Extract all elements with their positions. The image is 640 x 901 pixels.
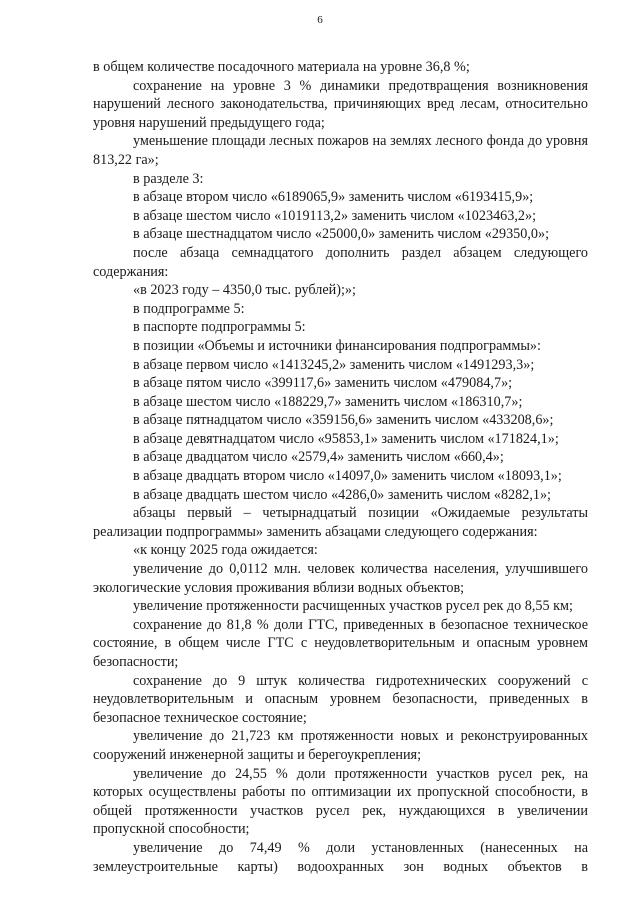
- paragraph: в абзаце шестнадцатом число «25000,0» заменить числом «29350,0»;: [133, 226, 550, 243]
- paragraph: в паспорте подпрограммы 5:: [133, 319, 306, 336]
- document-body: [93, 58, 588, 876]
- paragraph: «в 2023 году – 4350,0 тыс. рублей);»;: [133, 282, 356, 299]
- paragraph: после абзаца семнадцатого дополнить раздел абзацем следующего содержания:: [93, 244, 588, 280]
- paragraph: в абзаце шестом число «1019113,2» заменить числом «1023463,2»;: [133, 207, 537, 224]
- paragraph: в абзаце пятом число «399117,6» заменить числом «479084,7»;: [133, 375, 513, 392]
- paragraph: увеличение до 0,0112 млн. человек количества населения, улучшившего экологические условия проживания вблизи водных объектов;: [93, 561, 588, 596]
- paragraph: уменьшение площади лесных пожаров на землях лесного фонда до уровня 813,22 га»;: [93, 133, 588, 168]
- paragraph: в абзаце пятнадцатом число «359156,6» заменить числом «433208,6»;: [133, 412, 554, 429]
- paragraph: увеличение до 21,723 км протяженности новых и реконструированных сооружений инженерной защиты и берегоукрепления;: [93, 728, 588, 763]
- paragraph: в абзаце двадцать втором число «14097,0» заменить числом «18093,1»;: [133, 468, 562, 485]
- paragraph: абзацы первый – четырнадцатый позиции «Ожидаемые результаты реализации подпрограммы» заменить абзацами следующего содержания:: [93, 505, 588, 540]
- paragraph: сохранение до 9 штук количества гидротехнических сооружений с неудовлетворительным и опасным уровнем безопасности, приведенных в безопасное техническое состояние;: [93, 672, 588, 726]
- paragraph: сохранение до 81,8 % доли ГТС, приведенных в безопасное техническое состояние, в общем числе ГТС с неудовлетворительным и опасным уровнем безопасности;: [93, 616, 588, 670]
- paragraph: сохранение на уровне 3 % динамики предотвращения возникновения нарушений лесного законодательства, причиняющих вред лесам, относительно уровня нарушений предыдущего года;: [93, 77, 588, 131]
- paragraph: в абзаце втором число «6189065,9» заменить числом «6193415,9»;: [133, 189, 534, 206]
- paragraph: «к концу 2025 года ожидается:: [133, 542, 318, 559]
- paragraph: в абзаце первом число «1413245,2» заменить числом «1491293,3»;: [133, 356, 535, 373]
- paragraph: увеличение протяженности расчищенных участков русел рек до 8,55 км;: [133, 598, 573, 615]
- paragraph: в абзаце девятнадцатом число «95853,1» заменить числом «171824,1»;: [133, 430, 559, 447]
- paragraph: увеличение до 74,49 % доли установленных (нанесенных на землеустроительные карты) водоохранных зон водных объектов в: [93, 839, 588, 875]
- paragraph: в разделе 3:: [133, 170, 204, 187]
- paragraph: увеличение до 24,55 % доли протяженности участков русел рек, на которых осуществлены работы по оптимизации их пропускной способности, в общей протяженности участков русел рек, нуждающихся в увеличении пропускной способности;: [93, 765, 588, 838]
- paragraph: в абзаце двадцать шестом число «4286,0» заменить числом «8282,1»;: [133, 486, 551, 503]
- paragraph: в абзаце шестом число «188229,7» заменить числом «186310,7»;: [133, 393, 523, 410]
- paragraph: в абзаце двадцатом число «2579,4» заменить числом «660,4»;: [133, 449, 504, 466]
- paragraph: в общем количестве посадочного материала на уровне 36,8 %;: [93, 59, 470, 75]
- paragraph: в подпрограмме 5:: [133, 300, 245, 317]
- paragraph: в позиции «Объемы и источники финансирования подпрограммы»:: [133, 337, 541, 354]
- page-number: 6: [317, 14, 323, 26]
